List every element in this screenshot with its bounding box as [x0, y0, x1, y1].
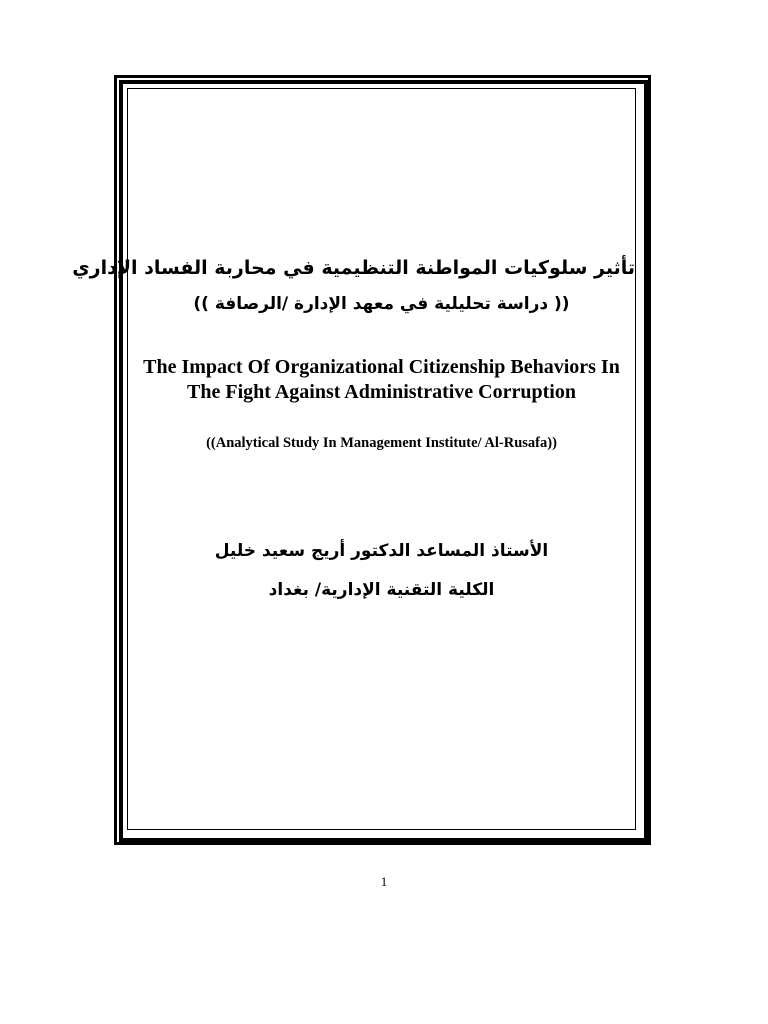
english-title: The Impact Of Organizational Citizenship Behaviors In The Fight Against Administrative Corruption: [143, 356, 620, 403]
english-subtitle: ((Analytical Study In Management Institute/ Al-Rusafa)): [206, 435, 557, 451]
author-affiliation: الكلية التقنية الإدارية/ بغداد: [268, 580, 495, 600]
cover-content: [72, 89, 635, 829]
arabic-title: تأثير سلوكيات المواطنة التنظيمية في محاربة الفساد الإداري: [72, 257, 635, 279]
arabic-subtitle: (( دراسة تحليلية في معهد الإدارة /الرصافة )): [193, 294, 570, 314]
author-name: الأستاذ المساعد الدكتور أريج سعيد خليل: [214, 541, 549, 561]
page-number: 1: [380, 874, 388, 889]
